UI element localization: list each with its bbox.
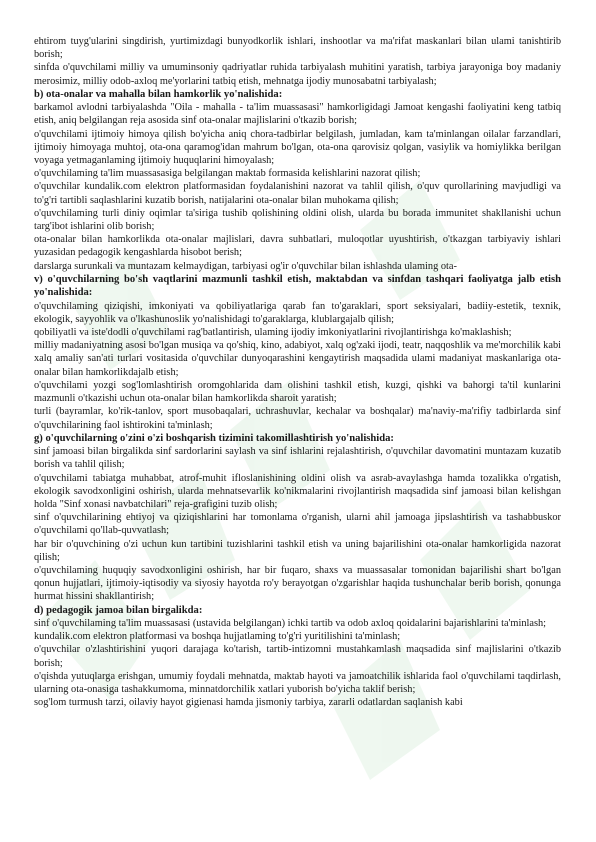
section-heading: v) o'quvchilarning bo'sh vaqtlarini mazmunli tashkil etish, maktabdan va sinfdan tashqari faoliyatga jalb etish yo'nalishida: [34,273,561,299]
paragraph: ehtirom tuyg'ularini singdirish, yurtimizdagi bunyodkorlik ishlari, inshootlar va ma'rifat maskanlari bilan ulami tanishtirib borish; [34,36,561,61]
paragraph: har bir o'quvchining o'zi uchun kun tartibini tuzishlarini tashkil etish va uning bajarilishini ota-onalar hamkorligida nazorat qilish; [34,538,561,563]
paragraph: o'quvchilami tabiatga muhabbat, atrof-muhit ifloslanishining oldini olish va asrab-avaylashga hamda tozalikka o'rgatish, ekologik savodxonligini oshirish, ularda mehnatsevarlik ko'nikmalarini rivojlantirish maqsadida sinf jamoasi bilan kelishgan holda "Sinf xonasi navbatchilari" reja-grafigini tuzib olish; [34,472,561,510]
paragraph: o'quvchilami ijtimoiy himoya qilish bo'yicha aniq chora-tadbirlar belgilash, jumladan, kam ta'minlangan oilalar farzandlari, ijtimoiy himoyaga muhtoj, ota-ona qaramog'idan mahrum bo'lgan, ota-ona qarovisiz qolgan, vasiylik va homiylikka berilgan voyaga yetmaganlaming ijtimoiy huquqlarini himoyalash; [34,128,561,167]
paragraph: darslarga surunkali va muntazam kelmaydigan, tarbiyasi og'ir o'quvchilar bilan ishlashda ulaming ota- [34,260,457,272]
paragraph: milliy madaniyatning asosi bo'lgan musiqa va qo'shiq, kino, adabiyot, xalq og'zaki ijodi, teatr, naqqoshlik va me'morchilik kabi xalq amaliy san'ati turlari vositasida o'quvchilar dunyoqarashini kengaytirish maqsadida ulami madaniyat maskanlariga ota-onalar bilan hamkorlikdajalb etish; [34,340,561,378]
section-heading: g) o'quvchilarning o'zini o'zi boshqarish tizimini takomillashtirish yo'nalishida: [34,432,394,444]
paragraph: barkamol avlodni tarbiyalashda "Oila - mahalla - ta'lim muassasasi" hamkorligidagi Jamoat kengashi faoliyatini keng tatbiq etish, aniq belgilangan reja asosida sinf ota-onalar majlislarini o'tkazib borish; [34,102,561,127]
paragraph: ota-onalar bilan hamkorlikda ota-onalar majlislari, davra suhbatlari, muloqotlar uyushtirish, o'tkazgan tarbiyaviy ishlari yuzasidan pedagogik kengashlarda hisobot berish; [34,234,561,259]
paragraph: sog'lom turmush tarzi, oilaviy hayot gigienasi hamda jismoniy tarbiya, zararli odatlardan saqlanish kabi [34,697,463,709]
paragraph: qobiliyatli va iste'dodli o'quvchilami rag'batlantirish, ulaming ijodiy imkoniyatlarini rivojlantirishga ko'maklashish; [34,327,512,339]
paragraph: sinf jamoasi bilan birgalikda sinf sardorlarini saylash va sinf ishlarini rejalashtirish, o'quvchilar davomatini muntazam kuzatib borish va tahlil qilish; [34,446,561,471]
paragraph: sinf o'quvchilaming ta'lim muassasasi (ustavida belgilangan) ichki tartib va odob axloq qoidalarini bajarishlarini ta'minlash; [34,617,547,629]
paragraph: turli (bayramlar, ko'rik-tanlov, sport musobaqalari, uchrashuvlar, kechalar va boshqalar) ma'naviy-ma'rifiy tadbirlarda sinf o'quvchilarining faol ishtirokini ta'minlash; [34,406,561,431]
paragraph: o'quvchilami yozgi sog'lomlashtirish oromgohlarida dam olishini tashkil etish, kuzgi, qishki va bahorgi ta'til kunlarini mazmunli o'tkazishi uchun ota-onalar bilan hamkorlikda sharoit yaratish; [34,379,561,405]
paragraph: sinf o'quvchilarining ehtiyoj va qiziqishlarini har tomonlama o'rganish, ularni ahil jamoaga jipslashtirish va tashabbuskor o'quvchilami qo'llab-quvvatlash; [34,512,561,537]
section-heading: d) pedagogik jamoa bilan birgalikda: [34,604,203,616]
paragraph: o'quvchilaming huquqiy savodxonligini oshirish, har bir fuqaro, shaxs va muassasalar tomonidan bajarilishi shart bo'lgan qonun hujjatlari, ijtimoiy-iqtisodiy va siyosiy hayotda ro'y berayotgan o'zgarishlar haqida tushunchalar berib borish, qonunga hurmat hissini shakllantirish; [34,564,561,603]
paragraph: kundalik.com elektron platformasi va boshqa hujjatlaming to'g'ri yuritilishini ta'minlash; [34,631,401,643]
paragraph: sinfda o'quvchilami milliy va umuminsoniy qadriyatlar ruhida tarbiyalash muhitini yaratish, tarbiya jarayoniga boy madaniy merosimiz, milliy odob-axloq me'yorlarini tatbiq etish, mehnatga ijodiy munosabatni tarbiyalash; [34,62,561,87]
paragraph: o'quvchilaming turli diniy oqimlar ta'siriga tushib qolishining oldini olish, ularda bu borada immunitet shakllanishi uchun targ'ibot ishlarini olib borish; [34,207,561,233]
section-heading: b) ota-onalar va mahalla bilan hamkorlik yo'nalishida: [34,88,283,100]
paragraph: o'quvchilar kundalik.com elektron platformasidan foydalanishini nazorat va tahlil qilish, o'quv qurollarining mavjudligi va to'g'ri tartibli saqlashlarini kuzatib borish, natijalarini ota-onalar bilan muhokama qilish; [34,181,561,206]
paragraph: o'quvchilaming qiziqishi, imkoniyati va qobiliyatlariga qarab fan to'garaklari, sport seksiyalari, badiiy-estetik, texnik, ekologik, sayyohlik va o'lkashunoslik yo'nalishidagi to'garaklarga, klublargajalb qilish; [34,300,561,325]
paragraph: o'qishda yutuqlarga erishgan, umumiy foydali mehnatda, maktab hayoti va jamoatchilik ishlarida faol o'quvchilami taqdirlash, ularning ota-onasiga tashakkumoma, minnatdorchilik xatlari yuborish bo'yicha taklif berish; [34,670,561,695]
document-page [34,35,561,709]
paragraph: o'quvchilaming ta'lim muassasasiga belgilangan maktab formasida kelishlarini nazorat qilish; [34,168,421,180]
paragraph: o'quvchilar o'zlashtirishini yuqori darajaga ko'tarish, tartib-intizomni mustahkamlash maqsadida sinf majlislarini o'tkazib borish; [34,644,561,669]
